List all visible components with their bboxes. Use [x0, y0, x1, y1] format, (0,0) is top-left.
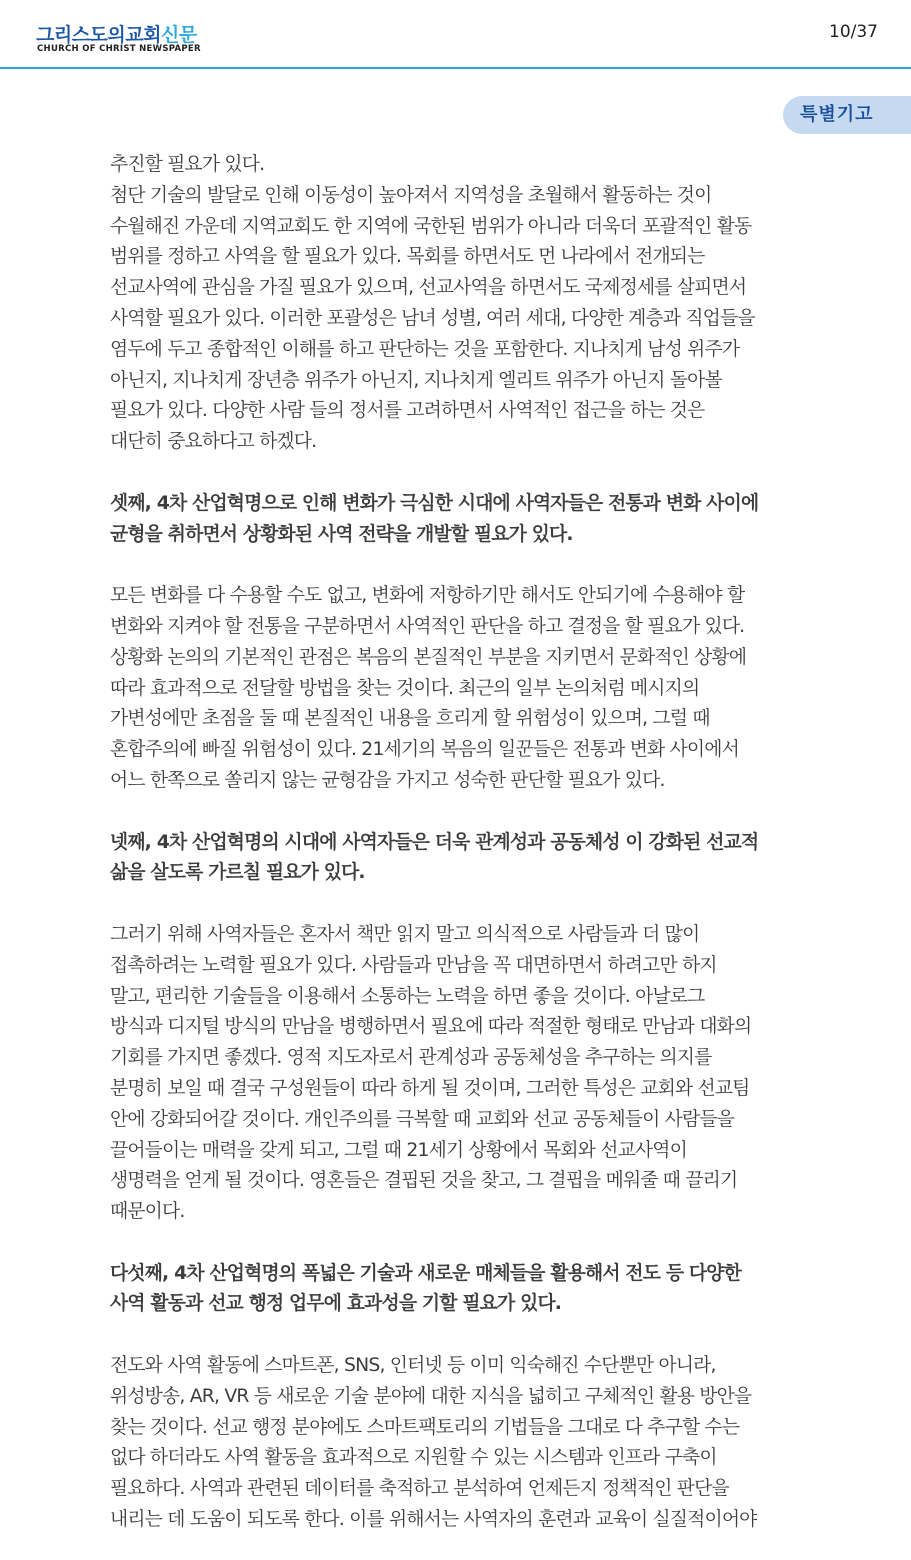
text-line: 전도와 사역 활동에 스마트폰, SNS, 인터넷 등 이미 익숙해진 수단뿐만 아니라,: [110, 1355, 716, 1377]
text-line: 필요가 있다. 다양한 사람 들의 정서를 고려하면서 사역적인 접근을 하는 것은: [110, 400, 705, 422]
text-line: 필요하다. 사역과 관련된 데이터를 축적하고 분석하여 언제든지 정책적인 판단을: [110, 1478, 729, 1500]
page-number: 10/37: [829, 22, 878, 42]
text-line: 넷째, 4차 산업혁명의 시대에 사역자들은 더욱 관계성과 공동체성 이 강화된 선교적: [110, 831, 759, 853]
text-line: 기회를 가지면 좋겠다. 영적 지도자로서 관계성과 공동체성을 추구하는 의지를: [110, 1047, 712, 1069]
text-line: 때문이다.: [110, 1201, 185, 1223]
text-line: 선교사역에 관심을 가질 필요가 있으며, 선교사역을 하면서도 국제정세를 살피면서: [110, 277, 747, 299]
text-line: 분명히 보일 때 결국 구성원들이 따라 하게 될 것이며, 그러한 특성은 교회와 선교팀: [110, 1077, 750, 1099]
text-line: 따라 효과적으로 전달할 방법을 찾는 것이다. 최근의 일부 논의처럼 메시지의: [110, 677, 700, 699]
paragraph-gap: [110, 797, 815, 828]
text-line: 접촉하려는 노력할 필요가 있다. 사람들과 만남을 꼭 대면하면서 하려고만 하지: [110, 954, 717, 976]
text-line: 어느 한쪽으로 쏠리지 않는 균형감을 가지고 성숙한 판단할 필요가 있다.: [110, 769, 665, 791]
text-line: 그러기 위해 사역자들은 혼자서 책만 읽지 말고 의식적으로 사람들과 더 많이: [110, 923, 700, 945]
text-line: 변화와 지켜야 할 전통을 구분하면서 사역적인 판단을 하고 결정을 할 필요가 있다.: [110, 615, 745, 637]
text-line: 찾는 것이다. 선교 행정 분야에도 스마트팩토리의 기법들을 그대로 다 추구할 수는: [110, 1416, 740, 1438]
paragraph: [110, 150, 815, 458]
text-line: 혼합주의에 빠질 위험성이 있다. 21세기의 복음의 일꾼들은 전통과 변화 사이에서: [110, 739, 739, 761]
paragraph: [110, 581, 815, 797]
section-heading: [110, 1259, 815, 1321]
text-line: 셋째, 4차 산업혁명으로 인해 변화가 극심한 시대에 사역자들은 전통과 변화 사이에: [110, 492, 759, 514]
paragraph-gap: [110, 1228, 815, 1259]
text-line: 첨단 기술의 발달로 인해 이동성이 높아져서 지역성을 초월해서 활동하는 것이: [110, 184, 712, 206]
page-header: [0, 0, 911, 69]
paragraph-gap: [110, 1320, 815, 1351]
paragraph: [110, 920, 815, 1228]
text-line: 말고, 편리한 기술들을 이용해서 소통하는 노력을 하면 좋을 것이다. 아날로그: [110, 985, 705, 1007]
text-line: 사역 활동과 선교 행정 업무에 효과성을 기할 필요가 있다.: [110, 1293, 562, 1315]
text-line: 모든 변화를 다 수용할 수도 없고, 변화에 저항하기만 해서도 안되기에 수용해야 할: [110, 585, 745, 607]
text-line: 다섯째, 4차 산업혁명의 폭넓은 기술과 새로운 매체들을 활용해서 전도 등 다양한: [110, 1262, 741, 1284]
text-line: 염두에 두고 종합적인 이해를 하고 판단하는 것을 포함한다. 지나치게 남성 위주가: [110, 338, 740, 360]
paragraph: [110, 1351, 815, 1536]
text-line: 없다 하더라도 사역 활동을 효과적으로 지원할 수 있는 시스템과 인프라 구축이: [110, 1447, 717, 1469]
text-line: 위성방송, AR, VR 등 새로운 기술 분야에 대한 지식을 넓히고 구체적인 활용 방안을: [110, 1385, 752, 1407]
text-line: 수월해진 가운데 지역교회도 한 지역에 국한된 범위가 아니라 더욱더 포괄적인 활동: [110, 215, 752, 237]
text-line: 방식과 디지털 방식의 만남을 병행하면서 필요에 따라 적절한 형태로 만남과 대화의: [110, 1016, 752, 1038]
text-line: 삶을 살도록 가르칠 필요가 있다.: [110, 862, 365, 884]
text-line: 상황화 논의의 기본적인 관점은 복음의 본질적인 부분을 지키면서 문화적인 상황에: [110, 646, 747, 668]
text-line: 대단히 중요하다고 하겠다.: [110, 431, 317, 453]
logo-accent-text: 신문: [160, 24, 197, 46]
section-heading: [110, 489, 815, 551]
text-line: 추진할 필요가 있다.: [110, 154, 265, 175]
paragraph-gap: [110, 889, 815, 920]
section-tag: 특별기고: [783, 96, 911, 134]
text-line: 내리는 데 도움이 되도록 한다. 이를 위해서는 사역자의 훈련과 교육이 실질적이어야: [110, 1509, 757, 1531]
text-line: 균형을 취하면서 상황화된 사역 전략을 개발할 필요가 있다.: [110, 523, 573, 545]
text-line: 생명력을 얻게 될 것이다. 영혼들은 결핍된 것을 찾고, 그 결핍을 메워줄 때 끌리기: [110, 1170, 738, 1192]
text-line: 가변성에만 초점을 둘 때 본질적인 내용을 흐리게 할 위험성이 있으며, 그럴 때: [110, 708, 710, 730]
article-body: [110, 150, 815, 1536]
logo-main-text: 그리스도의교회: [36, 24, 161, 46]
section-heading: [110, 828, 815, 890]
text-line: 끌어들이는 매력을 갖게 되고, 그럴 때 21세기 상황에서 목회와 선교사역이: [110, 1139, 687, 1161]
paragraph-gap: [110, 550, 815, 581]
text-line: 사역할 필요가 있다. 이러한 포괄성은 남녀 성별, 여러 세대, 다양한 계층과 직업들을: [110, 307, 755, 329]
text-line: 범위를 정하고 사역을 할 필요가 있다. 목회를 하면서도 먼 나라에서 전개되는: [110, 246, 705, 268]
text-line: 아닌지, 지나치게 장년층 위주가 아닌지, 지나치게 엘리트 위주가 아닌지 돌아볼: [110, 369, 722, 391]
paragraph-gap: [110, 458, 815, 489]
logo-english-text: CHURCH OF CHRIST NEWSPAPER: [37, 44, 201, 54]
text-line: 안에 강화되어갈 것이다. 개인주의를 극복할 때 교회와 선교 공동체들이 사람들을: [110, 1108, 735, 1130]
newspaper-logo[interactable]: [36, 20, 197, 47]
